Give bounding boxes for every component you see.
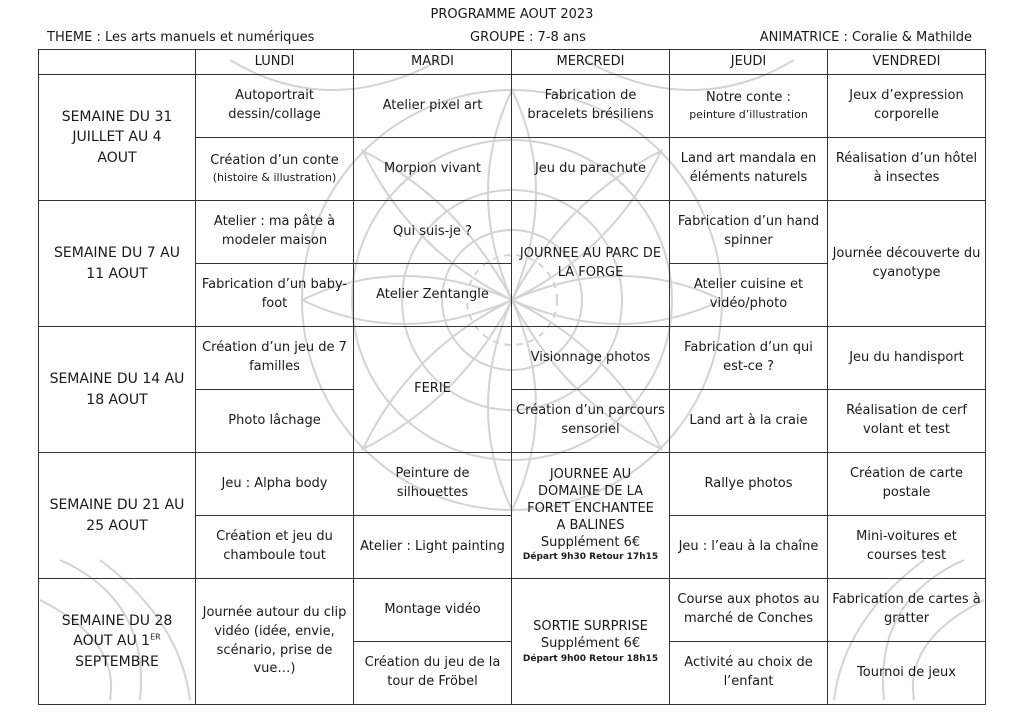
- activity-cell: Réalisation de cerf volant et test: [828, 390, 986, 453]
- activity-cell: Jeu : Alpha body: [196, 453, 354, 516]
- week-label-line: SEMAINE DU 28: [61, 613, 173, 630]
- week-label-line: [43, 631, 191, 651]
- activity-cell: Fabrication de bracelets brésiliens: [512, 75, 670, 138]
- activity-cell: Peinture de silhouettes: [354, 453, 512, 516]
- week-label: [39, 453, 196, 579]
- week-label-line: 25 AOUT: [86, 517, 148, 534]
- activity-cell: Création de carte postale: [828, 453, 986, 516]
- activity-cell: Jeux d’expression corporelle: [828, 75, 986, 138]
- activity-line: (histoire & illustration): [212, 171, 337, 185]
- activity-cell: Réalisation d’un hôtel à insectes: [828, 138, 986, 201]
- full-day-outing-cell: [512, 453, 670, 579]
- outing-line: JOURNEE AU: [549, 467, 632, 483]
- program-title: PROGRAMME AOUT 2023: [430, 7, 594, 22]
- activity-cell: Land art mandala en éléments naturels: [670, 138, 828, 201]
- activity-cell: Jeu : l’eau à la chaîne: [670, 516, 828, 579]
- activity-cell: Jeu du parachute: [512, 138, 670, 201]
- outing-line: FORET ENCHANTEE: [527, 501, 654, 517]
- week-label-line: AOUT: [97, 149, 137, 166]
- activity-cell: Atelier Zentangle: [354, 264, 512, 327]
- activity-cell: Course aux photos au marché de Conches: [670, 579, 828, 642]
- activity-cell: Montage vidéo: [354, 579, 512, 642]
- day-header-vendredi: VENDREDI: [828, 50, 986, 75]
- animator-label: ANIMATRICE : Coralie & Mathilde: [759, 30, 972, 45]
- activity-cell: Land art à la craie: [670, 390, 828, 453]
- table-row: [39, 453, 986, 516]
- week-label-text: AOUT AU 1: [73, 633, 151, 650]
- outing-supplement: Supplément 6€: [540, 636, 641, 652]
- activity-cell: Fabrication d’un hand spinner: [670, 201, 828, 264]
- full-day-activity-cell: JOURNEE AU PARC DE LA FORGE: [512, 201, 670, 327]
- activity-cell: Rallye photos: [670, 453, 828, 516]
- week-label-line: SEMAINE DU 31: [61, 109, 173, 126]
- activity-cell: Activité au choix de l’enfant: [670, 642, 828, 705]
- full-day-activity-cell: Journée autour du clip vidéo (idée, envie, scénario, prise de vue…): [196, 579, 354, 705]
- group-label: GROUPE : 7-8 ans: [470, 30, 586, 45]
- activity-cell: [196, 138, 354, 201]
- activity-cell: Tournoi de jeux: [828, 642, 986, 705]
- week-label: [39, 327, 196, 453]
- week-label: [39, 579, 196, 705]
- schedule-table: [38, 49, 986, 705]
- table-row: [39, 327, 986, 390]
- activity-cell: Création d’un parcours sensoriel: [512, 390, 670, 453]
- week-label: [39, 201, 196, 327]
- day-header-lundi: LUNDI: [196, 50, 354, 75]
- table-row: [39, 579, 986, 642]
- week-label: [39, 75, 196, 201]
- activity-cell: Atelier : Light painting: [354, 516, 512, 579]
- full-day-outing-cell: [512, 579, 670, 705]
- activity-cell: Fabrication d’un baby-foot: [196, 264, 354, 327]
- day-header-mardi: MARDI: [354, 50, 512, 75]
- activity-cell: Qui suis-je ?: [354, 201, 512, 264]
- activity-cell: Fabrication d’un qui est-ce ?: [670, 327, 828, 390]
- corner-cell: [39, 50, 196, 75]
- week-label-line: 18 AOUT: [86, 391, 148, 408]
- outing-line: A BALINES: [556, 518, 625, 534]
- theme-label: THEME : Les arts manuels et numériques: [47, 30, 315, 45]
- activity-cell: Photo lâchage: [196, 390, 354, 453]
- week-label-line: SEPTEMBRE: [75, 653, 159, 670]
- table-row: [39, 75, 986, 138]
- activity-cell: Atelier : ma pâte à modeler maison: [196, 201, 354, 264]
- outing-schedule: Départ 9h30 Retour 17h15: [522, 551, 659, 562]
- table-row: [39, 201, 986, 264]
- activity-line: Notre conte :: [706, 89, 791, 105]
- outing-schedule: Départ 9h00 Retour 18h15: [522, 653, 659, 664]
- week-label-line: SEMAINE DU 7 AU: [54, 245, 180, 262]
- week-label-superscript: ER: [150, 632, 161, 642]
- week-label-line: 11 AOUT: [86, 265, 148, 282]
- activity-cell: Création du jeu de la tour de Fröbel: [354, 642, 512, 705]
- holiday-cell: FERIE: [354, 327, 512, 453]
- activity-cell: Mini-voitures et courses test: [828, 516, 986, 579]
- activity-cell: Autoportrait dessin/collage: [196, 75, 354, 138]
- week-label-line: JUILLET AU 4: [72, 129, 162, 146]
- activity-cell: Visionnage photos: [512, 327, 670, 390]
- activity-cell: Atelier pixel art: [354, 75, 512, 138]
- activity-cell: [670, 75, 828, 138]
- outing-line: SORTIE SURPRISE: [533, 618, 648, 634]
- day-header-jeudi: JEUDI: [670, 50, 828, 75]
- activity-line: Création d’un conte: [210, 152, 339, 168]
- activity-line: peinture d’illustration: [689, 108, 808, 122]
- outing-line: DOMAINE DE LA: [537, 484, 644, 500]
- full-day-activity-cell: Journée découverte du cyanotype: [828, 201, 986, 327]
- activity-cell: Fabrication de cartes à gratter: [828, 579, 986, 642]
- activity-cell: Morpion vivant: [354, 138, 512, 201]
- week-label-line: SEMAINE DU 21 AU: [49, 497, 185, 514]
- activity-cell: Jeu du handisport: [828, 327, 986, 390]
- day-header-mercredi: MERCREDI: [512, 50, 670, 75]
- activity-cell: Atelier cuisine et vidéo/photo: [670, 264, 828, 327]
- table-header-row: [39, 50, 986, 75]
- outing-supplement: Supplément 6€: [540, 534, 641, 550]
- activity-cell: Création d’un jeu de 7 familles: [196, 327, 354, 390]
- activity-cell: Création et jeu du chamboule tout: [196, 516, 354, 579]
- week-label-line: SEMAINE DU 14 AU: [49, 371, 185, 388]
